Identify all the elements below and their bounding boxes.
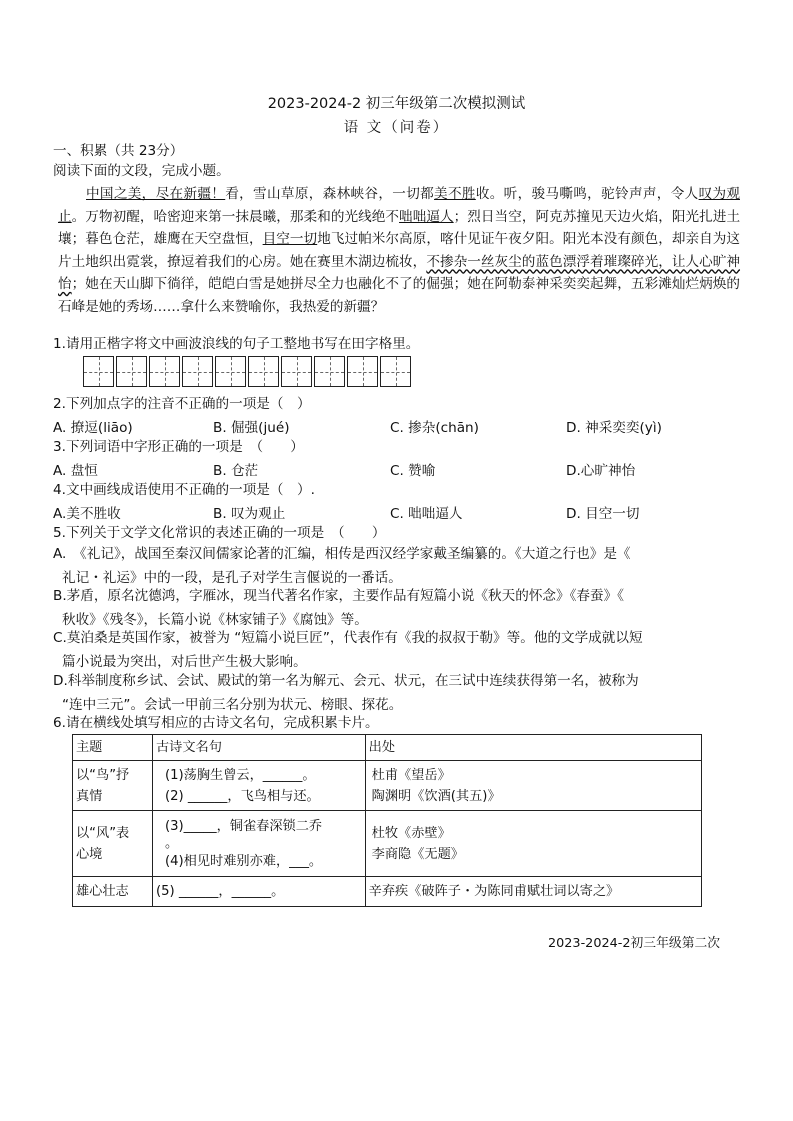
theme-text: 以“风”表 [76,825,130,841]
grid-cell[interactable] [182,356,213,387]
row-theme: 雄心壮志 [73,877,153,907]
q5-option-b-cont: 秋收》《残冬》，长篇小说《林家铺子》《腐蚀》等。 [62,612,368,628]
passage-text: 看，雪山草原，森林峡谷，一切都 [225,186,435,202]
table-row [73,877,702,907]
q5-option-a-cont: 礼记・礼运》中的一段，是孔子对学生言偃说的一番话。 [62,570,402,586]
source-text: 李商隐《无题》 [371,846,464,862]
passage-text: 。万物初醒，哈密迎来第一抹晨曦，那柔和的光线绝不 [71,208,400,225]
q3-option-a[interactable]: A. 盘恒 [53,463,98,479]
row-theme [73,761,153,811]
q5-option-a[interactable]: A. 《礼记》，战国至秦汉间儒家论著的汇编，相传是西汉经学家戴圣编纂的。《大道之行也》是《 [53,546,631,562]
q3-option-c[interactable]: C. 赞喻 [390,463,436,479]
exam-title: 2023-2024-2 初三年级第二次模拟测试 [267,96,526,112]
q5-option-b[interactable]: B.茅盾，原名沈德鸿，字雁冰，现当代著名作家，主要作品有短篇小说《秋天的怀念》《春蚕》《 [53,588,624,604]
subject-title: 语 文（问卷） [343,120,450,136]
q2-option-a[interactable]: A. 撩逗(liāo) [53,420,133,436]
theme-text: 心境 [76,846,103,862]
underlined-idiom: 咄咄逼人 [399,208,454,225]
q2-option-b[interactable]: B. 倔强(jué) [213,420,290,436]
passage-text: 收。听，骏马嘶鸣，驼铃声声，令人 [475,186,699,202]
poem-line-blank[interactable]: (4)相见时难别亦难，___。 [164,853,323,869]
row-source [365,761,701,811]
q3-option-d[interactable]: D.心旷神怡 [566,463,636,479]
section-heading: 一、积累（共 23分） [53,143,184,159]
source-text: 陶渊明《饮酒(其五)》 [371,788,501,804]
grid-cell[interactable] [314,356,345,387]
q4-option-b[interactable]: B. 叹为观止 [213,506,286,522]
row-source [365,811,701,877]
poem-line-blank[interactable]: (2) ______，飞鸟相与还。 [164,788,320,804]
q2-option-d[interactable]: D. 神采奕奕(yì) [566,420,662,436]
theme-text: 真情 [76,788,103,804]
header-source: 出处 [365,735,701,761]
q5-option-c[interactable]: C.莫泊桑是英国作家，被誉为 “短篇小说巨匠”，代表作有《我的叔叔于勒》等。他的文学成就以短 [53,630,643,646]
passage-text: ；她在天山脚下徜徉，皑皑白雪是她拼尽全力也融化不了的倔强；她在阿勒泰神采奕奕起舞，五彩滩灿烂炳焕的石峰是她的秀场……拿什么来赞喻你，我热爱的新疆？ [58,276,741,315]
row-lines[interactable] [152,811,365,877]
row-theme [73,811,153,877]
row-lines[interactable]: (5) ______，______。 [152,877,365,907]
q5-option-d-cont: “连中三元”。会试一甲前三名分别为状元、榜眼、探花。 [62,697,403,713]
q5-option-d[interactable]: D.科举制度称乡试、会试、殿试的第一名为解元、会元、状元，在三试中连续获得第一名，被称为 [53,673,639,689]
question-4: 4.文中画线成语使用不正确的一项是（ ）. [53,482,315,498]
q4-option-a[interactable]: A.美不胜收 [53,506,121,522]
question-2: 2.下列加点字的注音不正确的一项是（ ） [53,396,311,412]
header-lines: 古诗文名句 [152,735,365,761]
question-3: 3.下列词语中字形正确的一项是 （ ） [53,439,304,455]
grid-cell[interactable] [83,356,114,387]
source-text: 杜甫《望岳》 [371,767,451,783]
q3-option-b[interactable]: B. 仓茫 [213,463,259,479]
accumulation-card-table [72,734,702,907]
question-6: 6.请在横线处填写相应的古诗文名句，完成积累卡片。 [53,715,379,731]
row-lines[interactable] [152,761,365,811]
wavy-underlined-sentence: 不掺杂一丝灰尘的蓝色漂浮着璀璨碎光，让人心旷神怡 [58,253,741,293]
grid-cell[interactable] [149,356,180,387]
table-row [73,811,702,877]
underlined-phrase: 中国之美，尽在新疆！ [86,186,226,202]
grid-cell[interactable] [248,356,279,387]
theme-text: 以“鸟”抒 [76,767,130,783]
underlined-idiom: 目空一切 [262,231,318,248]
row-source: 辛弃疾《破阵子・为陈同甫赋壮词以寄之》 [365,877,701,907]
table-header-row [73,735,702,761]
q2-option-c[interactable]: C. 掺杂(chān) [390,420,479,436]
grid-cell[interactable] [116,356,147,387]
underlined-idiom: 美不胜 [434,186,476,202]
q4-option-c[interactable]: C. 咄咄逼人 [390,506,463,522]
grid-cell[interactable] [347,356,378,387]
header-theme: 主题 [73,735,153,761]
underlined-idiom: 叹为观止 [58,186,740,225]
q4-option-d[interactable]: D. 目空一切 [566,506,640,522]
poem-line-cont: 。 [164,835,179,851]
passage-text: 地飞过帕米尔高原，喀什见证午夜夕阳。阳光本没有颜色，却亲自为这片土地织出霓裳，撩逗着我们的心房。她在赛里木湖边梳妆， [58,231,741,270]
source-text: 杜牧《赤壁》 [371,825,451,841]
grid-cell[interactable] [380,356,411,387]
question-5: 5.下列关于文学文化常识的表述正确的一项是 （ ） [53,525,386,541]
table-row [73,761,702,811]
poem-line-blank[interactable]: (3)_____，铜雀春深锁二乔 [164,818,323,834]
writing-grid[interactable] [83,356,413,387]
q5-option-c-cont: 篇小说最为突出，对后世产生极大影响。 [62,654,307,670]
grid-cell[interactable] [215,356,246,387]
grid-cell[interactable] [281,356,312,387]
passage-text: ；烈日当空，阿克苏撞见天边火焰，阳光扎进土壤；暮色仓茫，雄鹰在天空盘恒， [58,208,741,248]
passage [58,183,740,319]
instruction: 阅读下面的文段，完成小题。 [53,163,230,179]
poem-line-blank[interactable]: (1)荡胸生曾云，______。 [164,767,316,783]
page-footer: 2023-2024-2初三年级第二次 [548,936,721,951]
question-1: 1.请用正楷字将文中画波浪线的句子工整地书写在田字格里。 [53,336,420,352]
